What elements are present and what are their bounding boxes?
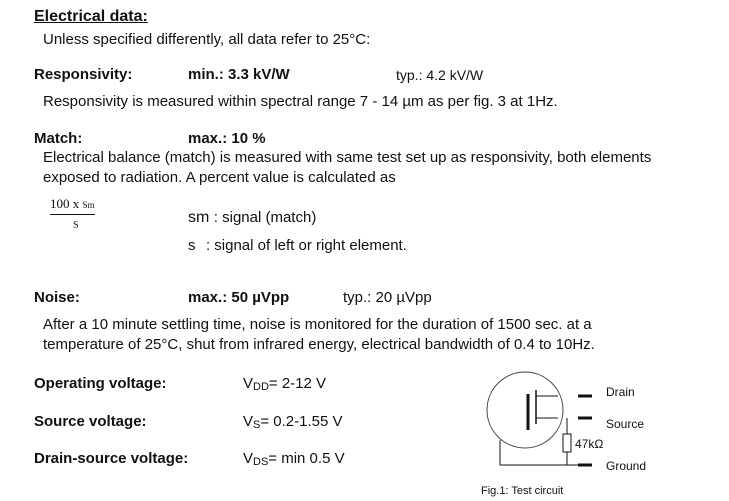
section-intro: Unless specified differently, all data refer to 25°C: <box>43 31 371 48</box>
definition-s-symbol: s <box>188 237 196 254</box>
match-desc-line2: exposed to radiation. A percent value is calculated as <box>43 169 396 186</box>
formula-numerator <box>50 196 95 215</box>
noise-desc-line2: temperature of 25°C, shut from infrared energy, electrical bandwidth of 0.4 to 10Hz. <box>43 336 595 353</box>
source-voltage-label: Source voltage: <box>34 413 147 430</box>
drain-source-voltage-label: Drain-source voltage: <box>34 450 189 467</box>
sensor-housing-circle <box>487 372 563 448</box>
noise-label: Noise: <box>34 289 80 306</box>
formula-numerator-text: 100 x <box>50 196 80 211</box>
definition-s-text: : signal of left or right element. <box>205 237 407 254</box>
resistor-label: 47kΩ <box>575 437 604 451</box>
noise-typ: typ.: 20 µVpp <box>343 289 432 306</box>
source-voltage-number: = 0.2-1.55 V <box>260 413 343 430</box>
figure-caption: Fig.1: Test circuit <box>481 485 564 497</box>
noise-desc-line1: After a 10 minute settling time, noise is monitored for the duration of 1500 sec. at a <box>43 316 592 333</box>
operating-voltage-value <box>243 375 326 392</box>
responsivity-desc: Responsivity is measured within spectral range 7 - 14 µm as per fig. 3 at 1Hz. <box>43 93 558 110</box>
section-title: Electrical data: <box>34 8 148 25</box>
source-voltage-symbol: V <box>243 413 254 430</box>
source-voltage-value <box>243 413 343 430</box>
operating-voltage-sub: DD <box>253 381 269 393</box>
operating-voltage-symbol: V <box>243 375 254 392</box>
match-label: Match: <box>34 130 83 147</box>
drain-source-voltage-number: = min 0.5 V <box>268 450 345 467</box>
noise-max: max.: 50 µVpp <box>188 289 290 306</box>
source-label: Source <box>606 417 645 431</box>
definition-sm-symbol: sm <box>188 209 210 226</box>
ground-label: Ground <box>606 459 647 473</box>
drain-source-voltage-value <box>243 450 345 467</box>
definition-s <box>188 237 407 255</box>
responsivity-min: min.: 3.3 kV/W <box>188 66 290 83</box>
formula-numerator-sub: Sm <box>82 200 95 210</box>
resistor-47k <box>563 434 571 452</box>
formula-denominator: S <box>73 220 79 231</box>
match-desc-line1: Electrical balance (match) is measured with same test set up as responsivity, both elements <box>43 149 652 166</box>
operating-voltage-label: Operating voltage: <box>34 375 167 392</box>
responsivity-typ: typ.: 4.2 kV/W <box>396 67 484 83</box>
source-voltage-sub: S <box>253 419 261 431</box>
definition-sm <box>188 209 316 227</box>
drain-label: Drain <box>606 385 635 399</box>
responsivity-label: Responsivity: <box>34 66 133 83</box>
operating-voltage-number: = 2-12 V <box>268 375 327 392</box>
match-max: max.: 10 % <box>188 130 266 147</box>
drain-source-voltage-sub: DS <box>253 456 269 468</box>
drain-source-voltage-symbol: V <box>243 450 254 467</box>
definition-sm-text: : signal (match) <box>213 209 317 226</box>
